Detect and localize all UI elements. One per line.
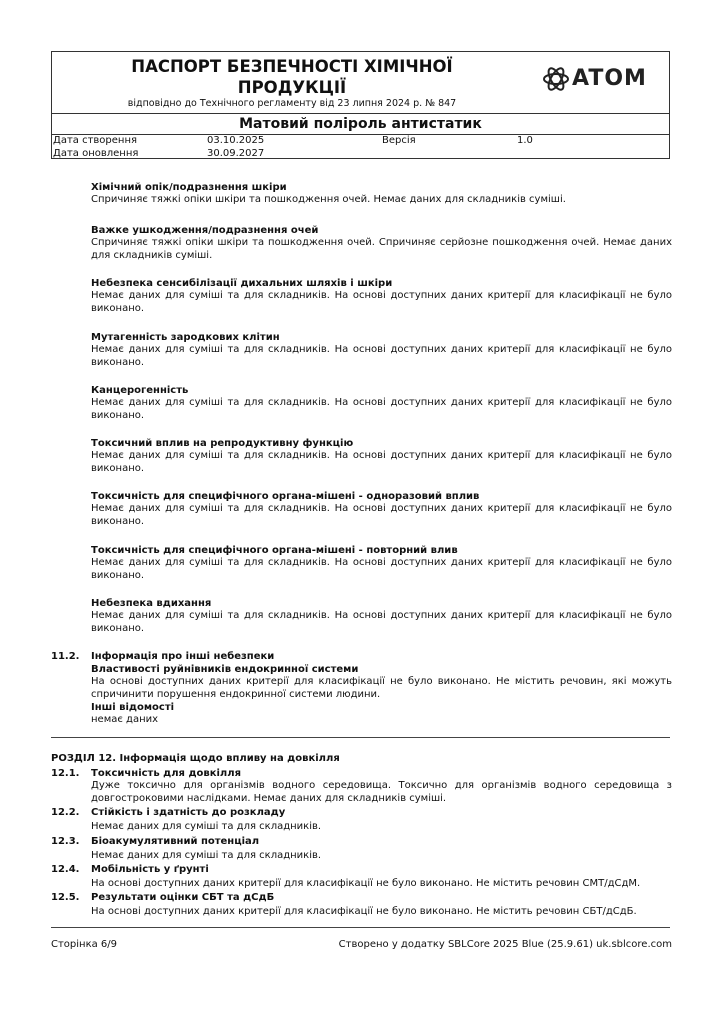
section-text: Немає даних для суміші та для складників. xyxy=(91,850,322,861)
hazard-title: Мутагенність зародкових клітин xyxy=(91,332,280,343)
hazard-title: Токсичний вплив на репродуктивну функцію xyxy=(91,438,354,449)
hazard-text: Немає даних для суміші та для складників. На основі доступних даних критерії для класифікації не було виконано. xyxy=(91,450,672,474)
hazard-text: Спричиняє тяжкі опіки шкіри та пошкодження очей. Спричиняє серйозне пошкодження очей. Немає даних для складників суміші. xyxy=(91,237,672,261)
hazard-title: Важке ушкодження/подразнення очей xyxy=(91,225,319,236)
hazard-text: Спричиняє тяжкі опіки шкіри та пошкодження очей. Немає даних для складників суміші. xyxy=(91,194,566,205)
section-text: На основі доступних даних критерії для класифікації не було виконано. Не містить речовин СБТ/дСдБ. xyxy=(91,906,637,917)
hazard-text: Немає даних для суміші та для складників. На основі доступних даних критерії для класифікації не було виконано. xyxy=(91,610,672,634)
subsection-text: немає даних xyxy=(91,714,159,725)
section-12-3 xyxy=(91,835,672,863)
hazard-text: Немає даних для суміші та для складників. На основі доступних даних критерії для класифікації не було виконано. xyxy=(91,503,672,527)
section-number: 12.2. xyxy=(51,807,80,818)
hazard-block xyxy=(91,544,672,582)
hazard-title: Небезпека сенсибілізації дихальних шляхів і шкіри xyxy=(91,278,393,289)
section-number: 12.4. xyxy=(51,864,80,875)
section-divider xyxy=(51,737,670,738)
section-text: Немає даних для суміші та для складників. xyxy=(91,821,322,832)
hazard-block xyxy=(91,384,672,422)
page-number: Сторінка 6/9 xyxy=(51,939,118,950)
version-label: Версія xyxy=(382,135,416,146)
atom-logo xyxy=(542,64,670,94)
hazard-title: Хімічний опік/подразнення шкіри xyxy=(91,182,287,193)
hazard-block xyxy=(91,437,672,475)
section-12-heading: РОЗДІЛ 12. Інформація щодо впливу на довкілля xyxy=(51,753,340,764)
section-number: 12.5. xyxy=(51,892,80,903)
hazard-block xyxy=(91,277,672,315)
version-value: 1.0 xyxy=(517,135,533,146)
footer-divider xyxy=(51,927,670,928)
section-title: Біоакумулятивний потенціал xyxy=(91,836,260,847)
subsection-title: Властивості руйнівників ендокринної системи xyxy=(91,664,359,675)
section-title: Мобільність у ґрунті xyxy=(91,864,209,875)
created-label: Дата створення xyxy=(53,135,137,146)
hazard-block xyxy=(91,490,672,528)
updated-value: 30.09.2027 xyxy=(207,148,265,159)
section-12-1 xyxy=(91,767,672,805)
section-number: 12.3. xyxy=(51,836,80,847)
section-12-4 xyxy=(91,863,672,891)
created-value: 03.10.2025 xyxy=(207,135,265,146)
title-line-1: ПАСПОРТ БЕЗПЕЧНОСТІ ХІМІЧНОЇ xyxy=(131,57,453,76)
hazard-title: Токсичність для специфічного органа-мішені - повторний влив xyxy=(91,545,458,556)
hazard-block xyxy=(91,597,672,635)
section-text: Дуже токсично для організмів водного середовища. Токсично для організмів водного середовища з довгостроковими наслідками. Немає даних для складників суміші. xyxy=(91,780,672,804)
document-header xyxy=(51,51,670,159)
product-name: Матовий поліроль антистатик xyxy=(52,113,669,135)
section-12-2 xyxy=(91,806,672,834)
hazard-block xyxy=(91,224,672,262)
hazard-title: Токсичність для специфічного органа-мішені - одноразовий вплив xyxy=(91,491,480,502)
section-title: Стійкість і здатність до розкладу xyxy=(91,807,286,818)
logo-text: ATOM xyxy=(572,66,647,91)
atom-logo-icon xyxy=(542,64,570,94)
section-title: Токсичність для довкілля xyxy=(91,768,242,779)
section-number: 12.1. xyxy=(51,768,80,779)
hazard-block xyxy=(91,181,672,207)
section-title: Інформація про інші небезпеки xyxy=(91,651,275,662)
hazard-text: Немає даних для суміші та для складників. На основі доступних даних критерії для класифікації не було виконано. xyxy=(91,344,672,368)
section-text: На основі доступних даних критерії для класифікації не було виконано. Не містить речовин СМТ/дСдМ. xyxy=(91,878,641,889)
section-title: Результати оцінки СБТ та дСдБ xyxy=(91,892,275,903)
hazard-text: Немає даних для суміші та для складників. На основі доступних даних критерії для класифікації не було виконано. xyxy=(91,290,672,314)
subsection-text: На основі доступних даних критерії для класифікації не було виконано. Не містить речовин, які можуть спричинити порушення ендокринної системи людини. xyxy=(91,676,672,700)
section-12-5 xyxy=(91,891,672,919)
section-number: 11.2. xyxy=(51,651,80,662)
created-with: Створено у додатку SBLCore 2025 Blue (25.9.61) uk.sblcore.com xyxy=(338,939,672,950)
document-title xyxy=(52,56,532,98)
hazard-block xyxy=(91,331,672,369)
title-line-2: ПРОДУКЦІЇ xyxy=(237,78,347,97)
subsection-title: Інші відомості xyxy=(91,702,175,713)
hazard-text: Немає даних для суміші та для складників. На основі доступних даних критерії для класифікації не було виконано. xyxy=(91,397,672,421)
hazard-text: Немає даних для суміші та для складників. На основі доступних даних критерії для класифікації не було виконано. xyxy=(91,557,672,581)
hazard-title: Канцерогенність xyxy=(91,385,189,396)
regulation-subtitle: відповідно до Технічного регламенту від 23 липня 2024 р. № 847 xyxy=(127,98,457,109)
updated-label: Дата оновлення xyxy=(53,148,139,159)
section-11-2 xyxy=(91,650,672,727)
hazard-title: Небезпека вдихання xyxy=(91,598,212,609)
